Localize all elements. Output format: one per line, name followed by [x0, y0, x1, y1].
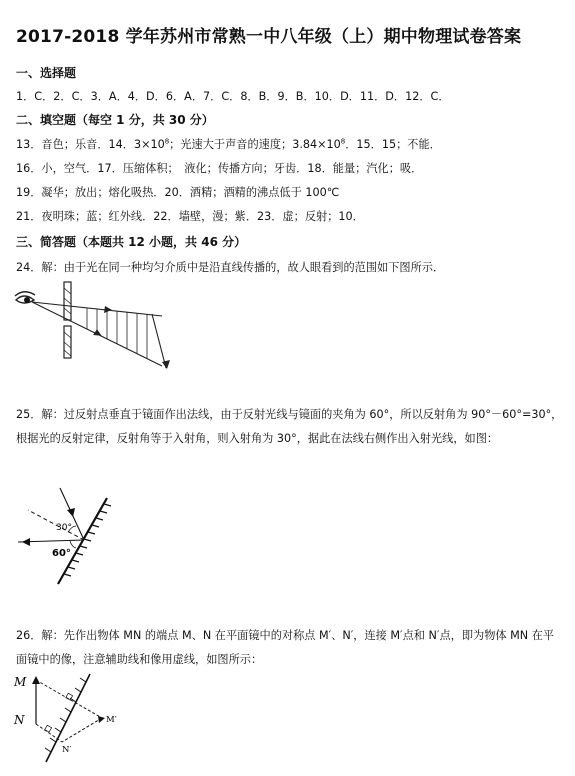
eye-icon: [15, 292, 35, 303]
aux-line-N: [36, 724, 62, 742]
point-label-M-image: M′: [106, 715, 117, 725]
section-heading-fill: 二、填空题（每空 1 分，共 30 分）: [16, 113, 214, 127]
fill-answers-line-1: [16, 136, 441, 152]
point-label-M: M: [14, 675, 27, 689]
q24-solution-text: 24．解：由于光在同一种均匀介质中是沿直线传播的，故人眼看到的范围如下图所示．: [16, 261, 445, 274]
fill-line1-exponent-1: 8: [164, 137, 170, 146]
section-heading-short-answer: 三、简答题（本题共 12 小题，共 46 分）: [16, 235, 247, 249]
choice-answers: 1．C．2．C．3．A．4．D．6．A．7．C．8．B．9．B．10．D．11．D．12．C．: [16, 90, 450, 103]
q25-solution-text: 25．解：过反射点垂直于镜面作出法线，由于反射光线与镜面的夹角为 60°，所以反射角为 90°－60°=30°，根据光的反射定律，反射角等于入射角，则入射角为 30°，据此在法线右侧作出入射光线，如图：: [16, 408, 563, 445]
q24-diagram: [12, 276, 182, 376]
point-label-N-image: N′: [62, 745, 72, 755]
aux-line-M: [36, 680, 102, 718]
angle-label-30: 30°: [56, 523, 72, 533]
fill-line1-part-b: ；光速大于声音的速度；3.84×10: [169, 138, 341, 151]
q26-figure: [12, 668, 132, 776]
section-heading-choice: 一、选择题: [16, 66, 77, 80]
fill-line1-part-c: ．15．15；不能．: [345, 138, 441, 151]
fill-line1-exponent-2: 8: [340, 137, 346, 146]
fill-answers-line-4: 21．夜明珠；蓝；红外线．22．墙壁，漫；紫．23．虚；反射；10．: [16, 210, 364, 223]
range-edge: [152, 314, 166, 368]
q25-diagram: [12, 484, 122, 589]
fill-line1-part-a: 13．音色；乐音．14．3×10: [16, 138, 165, 151]
point-label-N: N: [14, 713, 25, 727]
q26-solution-text: 26．解：先作出物体 MN 的端点 M、N 在平面镜中的对称点 M′、N′，连接 M′点和 N′点，即为物体 MN 在平面镜中的像，注意辅助线和像用虚线，如图所示：: [16, 629, 555, 666]
page-title: 2017-2018 学年苏州市常熟一中八年级（上）期中物理试卷答案: [16, 27, 522, 47]
q25-figure: [12, 484, 122, 589]
fill-answers-line-2: 16．小，空气．17．压缩体积； 液化；传播方向；牙齿．18．能量；汽化；吸．: [16, 162, 423, 175]
q26-diagram: [12, 668, 132, 776]
image-MN: [62, 718, 102, 742]
q24-figure: [12, 276, 182, 376]
angle-label-60: 60°: [52, 548, 71, 559]
fill-answers-line-3: 19．凝华；放出；熔化吸热．20．酒精；酒精的沸点低于 100℃: [16, 186, 340, 199]
